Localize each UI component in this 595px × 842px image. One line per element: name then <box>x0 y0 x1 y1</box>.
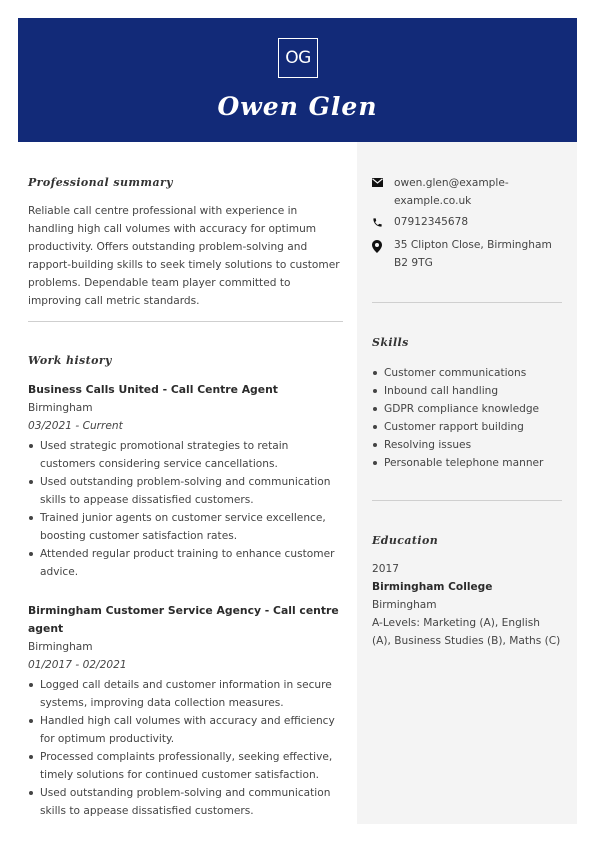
skill-item: Customer communications <box>372 364 567 382</box>
job-duties <box>28 676 346 820</box>
skills-heading: Skills <box>372 336 409 349</box>
skill-item: Resolving issues <box>372 436 567 454</box>
education-heading: Education <box>372 534 439 547</box>
phone-text: 07912345678 <box>394 216 469 228</box>
job-entry <box>28 381 346 581</box>
job-dates: 03/2021 - Current <box>28 420 123 432</box>
divider <box>372 500 562 501</box>
divider <box>28 321 343 322</box>
duty-item: Processed complaints professionally, seeking effective, timely solutions for continued customer satisfaction. <box>28 748 346 784</box>
email-text: owen.glen@example-example.co.uk <box>394 177 509 207</box>
duty-item: Used outstanding problem-solving and communication skills to appease dissatisfied customers. <box>28 784 346 820</box>
job-entry <box>28 602 346 820</box>
job-duties <box>28 437 346 581</box>
job-location: Birmingham <box>28 402 93 414</box>
education-school: Birmingham College <box>372 581 493 593</box>
address-text: 35 Clipton Close, Birmingham B2 9TG <box>394 239 552 269</box>
contact-email <box>372 174 567 210</box>
job-title: Birmingham Customer Service Agency - Call centre agent <box>28 604 339 635</box>
skill-item: Personable telephone manner <box>372 454 567 472</box>
envelope-icon <box>372 174 394 210</box>
divider <box>372 302 562 303</box>
job-dates: 01/2017 - 02/2021 <box>28 659 127 671</box>
duty-item: Logged call details and customer information in secure systems, improving data collection measures. <box>28 676 346 712</box>
map-pin-icon <box>372 236 394 272</box>
monogram-badge: OG <box>278 38 318 78</box>
duty-item: Used outstanding problem-solving and communication skills to appease dissatisfied customers. <box>28 473 346 509</box>
work-history-heading: Work history <box>28 354 112 367</box>
skill-item: Customer rapport building <box>372 418 567 436</box>
job-title: Business Calls United - Call Centre Agent <box>28 383 278 396</box>
header-banner <box>18 18 577 142</box>
duty-item: Attended regular product training to enhance customer advice. <box>28 545 346 581</box>
candidate-name: Owen Glen <box>217 92 378 121</box>
duty-item: Handled high call volumes with accuracy and efficiency for optimum productivity. <box>28 712 346 748</box>
education-details: A-Levels: Marketing (A), English (A), Business Studies (B), Maths (C) <box>372 617 561 647</box>
contact-phone <box>372 213 567 231</box>
skills-list <box>372 364 567 472</box>
education-location: Birmingham <box>372 599 437 611</box>
skill-item: GDPR compliance knowledge <box>372 400 567 418</box>
summary-heading: Professional summary <box>28 176 173 189</box>
job-location: Birmingham <box>28 641 93 653</box>
contact-address <box>372 236 567 272</box>
education-entry <box>372 560 562 650</box>
education-year: 2017 <box>372 563 399 575</box>
duty-item: Trained junior agents on customer service excellence, boosting customer satisfaction rates. <box>28 509 346 545</box>
skill-item: Inbound call handling <box>372 382 567 400</box>
duty-item: Used strategic promotional strategies to retain customers considering service cancellations. <box>28 437 346 473</box>
phone-icon <box>372 213 394 231</box>
summary-text: Reliable call centre professional with experience in handling high call volumes with accuracy for optimum productivity. Offers outstanding problem-solving and rapport-building skills to seek timely solutions to customer problems. Dependable team player committed to improving call metric standards. <box>28 205 340 307</box>
